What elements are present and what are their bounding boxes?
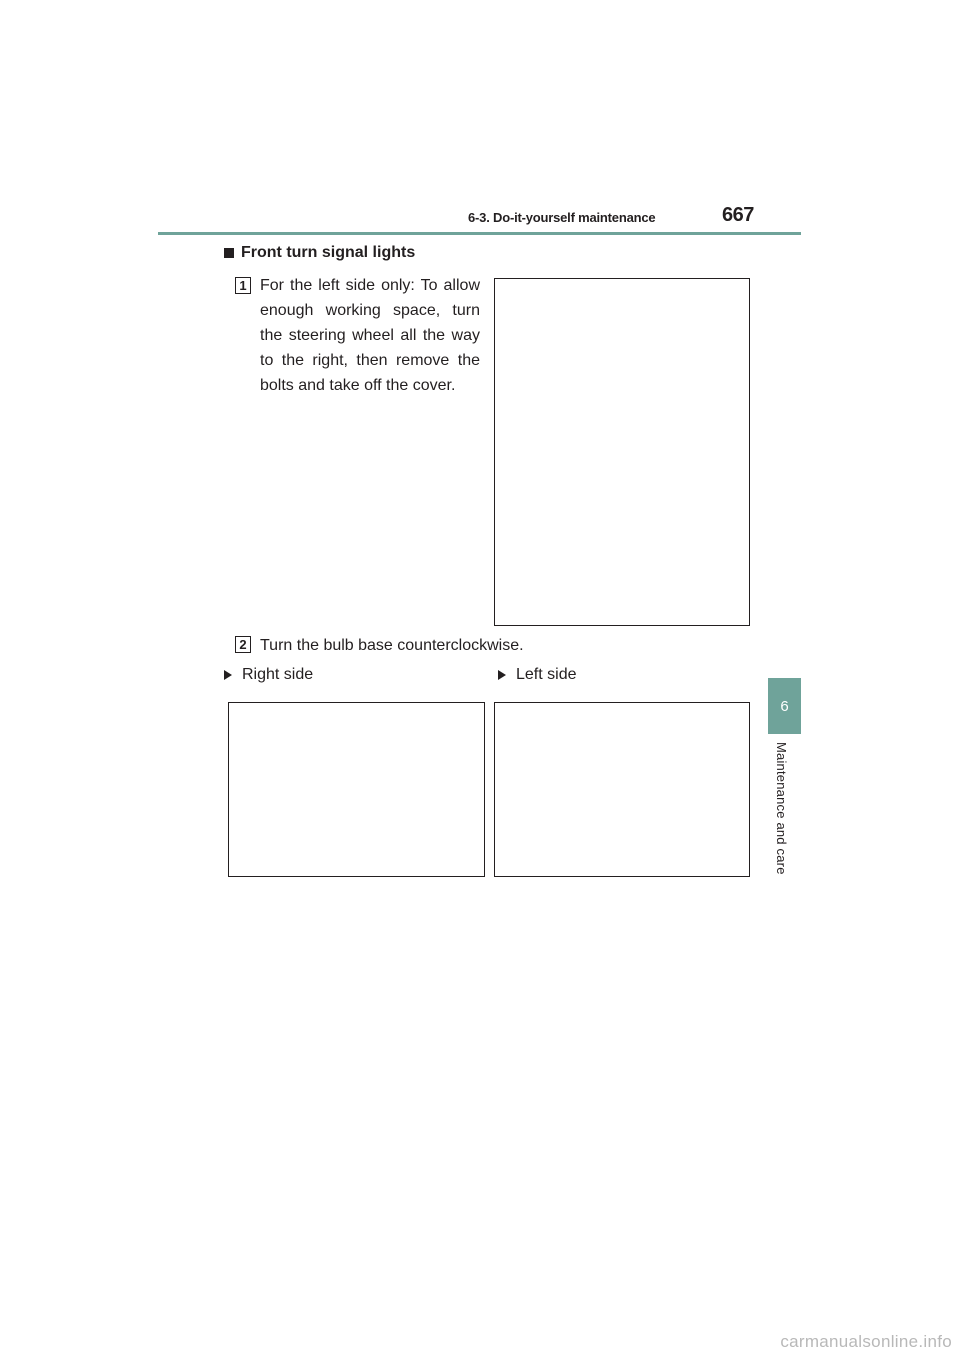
page-number: 667 [722,204,754,226]
left-side-label [498,666,576,684]
header-divider [158,232,801,235]
chapter-tab [768,678,801,734]
step-2-badge: 2 [235,636,251,653]
section-heading-text: Front turn signal lights [241,244,416,261]
step-2-text: Turn the bulb base counterclockwise. [260,637,524,654]
left-side-illustration [494,702,750,877]
right-side-label-text: Right side [242,666,314,683]
step-1-text: For the left side only: To allow enough working space, turn the steering wheel all the way to the right, then remove the bolts and take off the cover. [260,277,480,394]
section-heading [224,244,415,262]
triangle-bullet-icon [498,670,506,680]
watermark: carmanualsonline.info [780,1332,952,1351]
right-side-illustration [228,702,485,877]
left-side-label-text: Left side [516,666,577,683]
step-1-badge: 1 [235,277,251,294]
chapter-number: 6 [780,697,789,715]
cover-removal-illustration [494,278,750,626]
right-side-label [224,666,313,684]
triangle-bullet-icon [224,670,232,680]
square-bullet-icon [224,248,234,258]
header-section-title: 6-3. Do-it-yourself maintenance [468,210,656,225]
chapter-title: Maintenance and care [774,742,789,875]
